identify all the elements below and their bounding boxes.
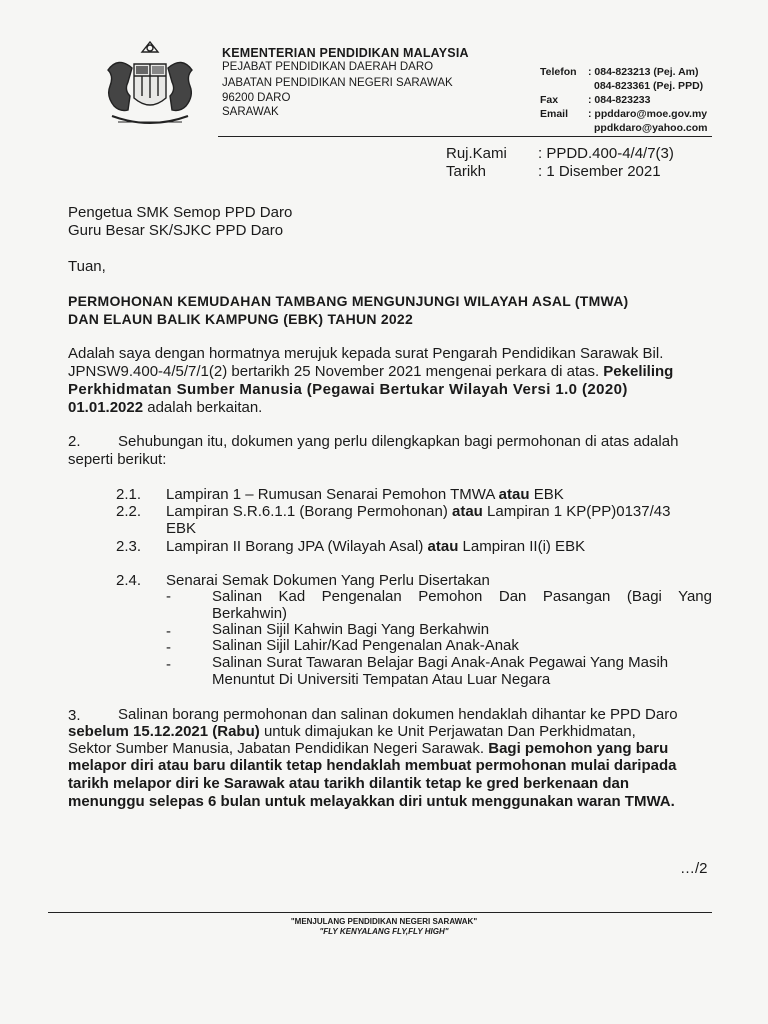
para3-line: menunggu selepas 6 bulan untuk melayakkan diri untuk menggunakan waran TMWA. — [68, 793, 675, 810]
item-text: Lampiran 1 KP(PP)0137/43 — [487, 503, 671, 520]
footer-motto: "MENJULANG PENDIDIKAN NEGERI SARAWAK" — [290, 917, 478, 926]
coat-of-arms-icon — [98, 38, 202, 134]
email-value-2: ppdkdaro@yahoo.com — [594, 122, 708, 134]
checklist-item: Salinan Sijil Lahir/Kad Pengenalan Anak-Anak — [212, 637, 519, 654]
para3-line: melapor diri atau baru dilantik tetap hendaklah membuat permohonan mulai daripada — [68, 757, 677, 774]
ruj-value: : PPDD.400-4/4/7(3) — [538, 145, 674, 162]
para3-number: 3. — [68, 707, 81, 724]
item-text: Lampiran II(i) EBK — [462, 538, 586, 555]
tarikh-value: : 1 Disember 2021 — [538, 163, 661, 180]
fax-value: : 084-823233 — [588, 94, 651, 106]
subject-line: DAN ELAUN BALIK KAMPUNG (EBK) TAHUN 2022 — [68, 311, 413, 327]
subject-line: PERMOHONAN KEMUDAHAN TAMBANG MENGUNJUNGI WILAYAH ASAL (TMWA) — [68, 293, 629, 309]
para1-line: Perkhidmatan Sumber Manusia (Pegawai Bertukar Wilayah Versi 1.0 (2020) — [68, 381, 628, 398]
salutation: Tuan, — [68, 258, 106, 275]
para3-bold: Bagi pemohon yang baru — [488, 740, 669, 757]
para3-text: untuk dimajukan ke Unit Perjawatan Dan Perkhidmatan, — [263, 723, 636, 740]
address-line: SARAWAK — [222, 106, 279, 118]
item-number: 2.1. — [116, 486, 142, 503]
para1-line — [68, 399, 262, 417]
item-text: Lampiran S.R.6.1.1 (Borang Permohonan) — [166, 503, 448, 520]
ministry-name: KEMENTERIAN PENDIDIKAN MALAYSIA — [222, 46, 469, 60]
item-number: 2.4. — [116, 572, 142, 589]
checklist-dash: - — [166, 588, 171, 605]
para1-line: Adalah saya dengan hormatnya merujuk kepada surat Pengarah Pendidikan Sarawak Bil. — [68, 345, 664, 362]
para3-deadline: sebelum 15.12.2021 (Rabu) — [68, 723, 260, 740]
para3-line — [68, 740, 712, 758]
item-bold: atau — [427, 538, 459, 555]
para1-text: JPNSW9.400-4/5/7/1(2) bertarikh 25 November 2021 mengenai perkara di atas. — [68, 363, 600, 380]
list-item — [166, 503, 670, 521]
para1-text: adalah berkaitan. — [147, 399, 263, 416]
telefon-value: : 084-823213 (Pej. Am) — [588, 66, 699, 78]
checklist-item: Salinan Surat Tawaran Belajar Bagi Anak-Anak Pegawai Yang Masih — [212, 654, 669, 671]
item-text: Lampiran II Borang JPA (Wilayah Asal) — [166, 538, 424, 555]
item-bold: atau — [498, 486, 530, 503]
checklist-dash: - — [166, 623, 171, 640]
para3-text: Sektor Sumber Manusia, Jabatan Pendidikan Negeri Sarawak. — [68, 740, 485, 757]
para3-line — [68, 723, 712, 741]
footer-slogan: "FLY KENYALANG FLY,FLY HIGH" — [319, 927, 449, 936]
address-line: 96200 DARO — [222, 92, 291, 104]
telefon-label: Telefon — [540, 66, 577, 78]
para2-line: Sehubungan itu, dokumen yang perlu dilengkapkan bagi permohonan di atas adalah — [118, 433, 679, 450]
para2-line: seperti berikut: — [68, 451, 167, 468]
para3-line: Salinan borang permohonan dan salinan dokumen hendaklah dihantar ke PPD Daro — [118, 706, 678, 723]
item-text: Lampiran 1 – Rumusan Senarai Pemohon TMWA — [166, 486, 495, 503]
fax-label: Fax — [540, 94, 559, 106]
item-number: 2.2. — [116, 503, 142, 520]
tarikh-label: Tarikh — [446, 163, 487, 180]
email-label: Email — [540, 108, 569, 120]
item-text: EBK — [533, 486, 564, 503]
checklist-item: Salinan Kad Pengenalan Pemohon Dan Pasangan (Bagi Yang — [212, 588, 712, 605]
para1-date: 01.01.2022 — [68, 399, 144, 416]
address-line: PEJABAT PENDIDIKAN DAERAH DARO — [222, 61, 434, 73]
checklist-item-cont: Berkahwin) — [212, 605, 288, 622]
recipient: Pengetua SMK Semop PPD Daro — [68, 204, 293, 221]
para1-bold: Pekeliling — [603, 363, 674, 380]
para1-line — [68, 363, 712, 381]
footer-divider — [48, 912, 712, 913]
recipient: Guru Besar SK/SJKC PPD Daro — [68, 222, 284, 239]
para3-line: tarikh melapor diri ke Sarawak atau tarikh dilantik tetap ke gred berkenaan dan — [68, 775, 630, 792]
item-number: 2.3. — [116, 538, 142, 555]
telefon-value-2: 084-823361 (Pej. PPD) — [594, 80, 704, 92]
item-continuation: EBK — [166, 520, 197, 537]
list-item — [166, 486, 564, 504]
checklist-dash: - — [166, 656, 171, 673]
checklist-dash: - — [166, 639, 171, 656]
page-marker: …/2 — [680, 860, 708, 877]
ruj-label: Ruj.Kami — [446, 145, 507, 162]
para2-number: 2. — [68, 433, 81, 450]
header-divider — [218, 136, 712, 137]
list-item — [166, 538, 585, 556]
checklist-item-cont: Menuntut Di Universiti Tempatan Atau Luar Negara — [212, 671, 551, 688]
address-line: JABATAN PENDIDIKAN NEGERI SARAWAK — [222, 77, 453, 89]
list-item: Senarai Semak Dokumen Yang Perlu Disertakan — [166, 572, 490, 589]
checklist-item: Salinan Sijil Kahwin Bagi Yang Berkahwin — [212, 621, 490, 638]
item-bold: atau — [452, 503, 483, 520]
email-value: : ppddaro@moe.gov.my — [588, 108, 708, 120]
